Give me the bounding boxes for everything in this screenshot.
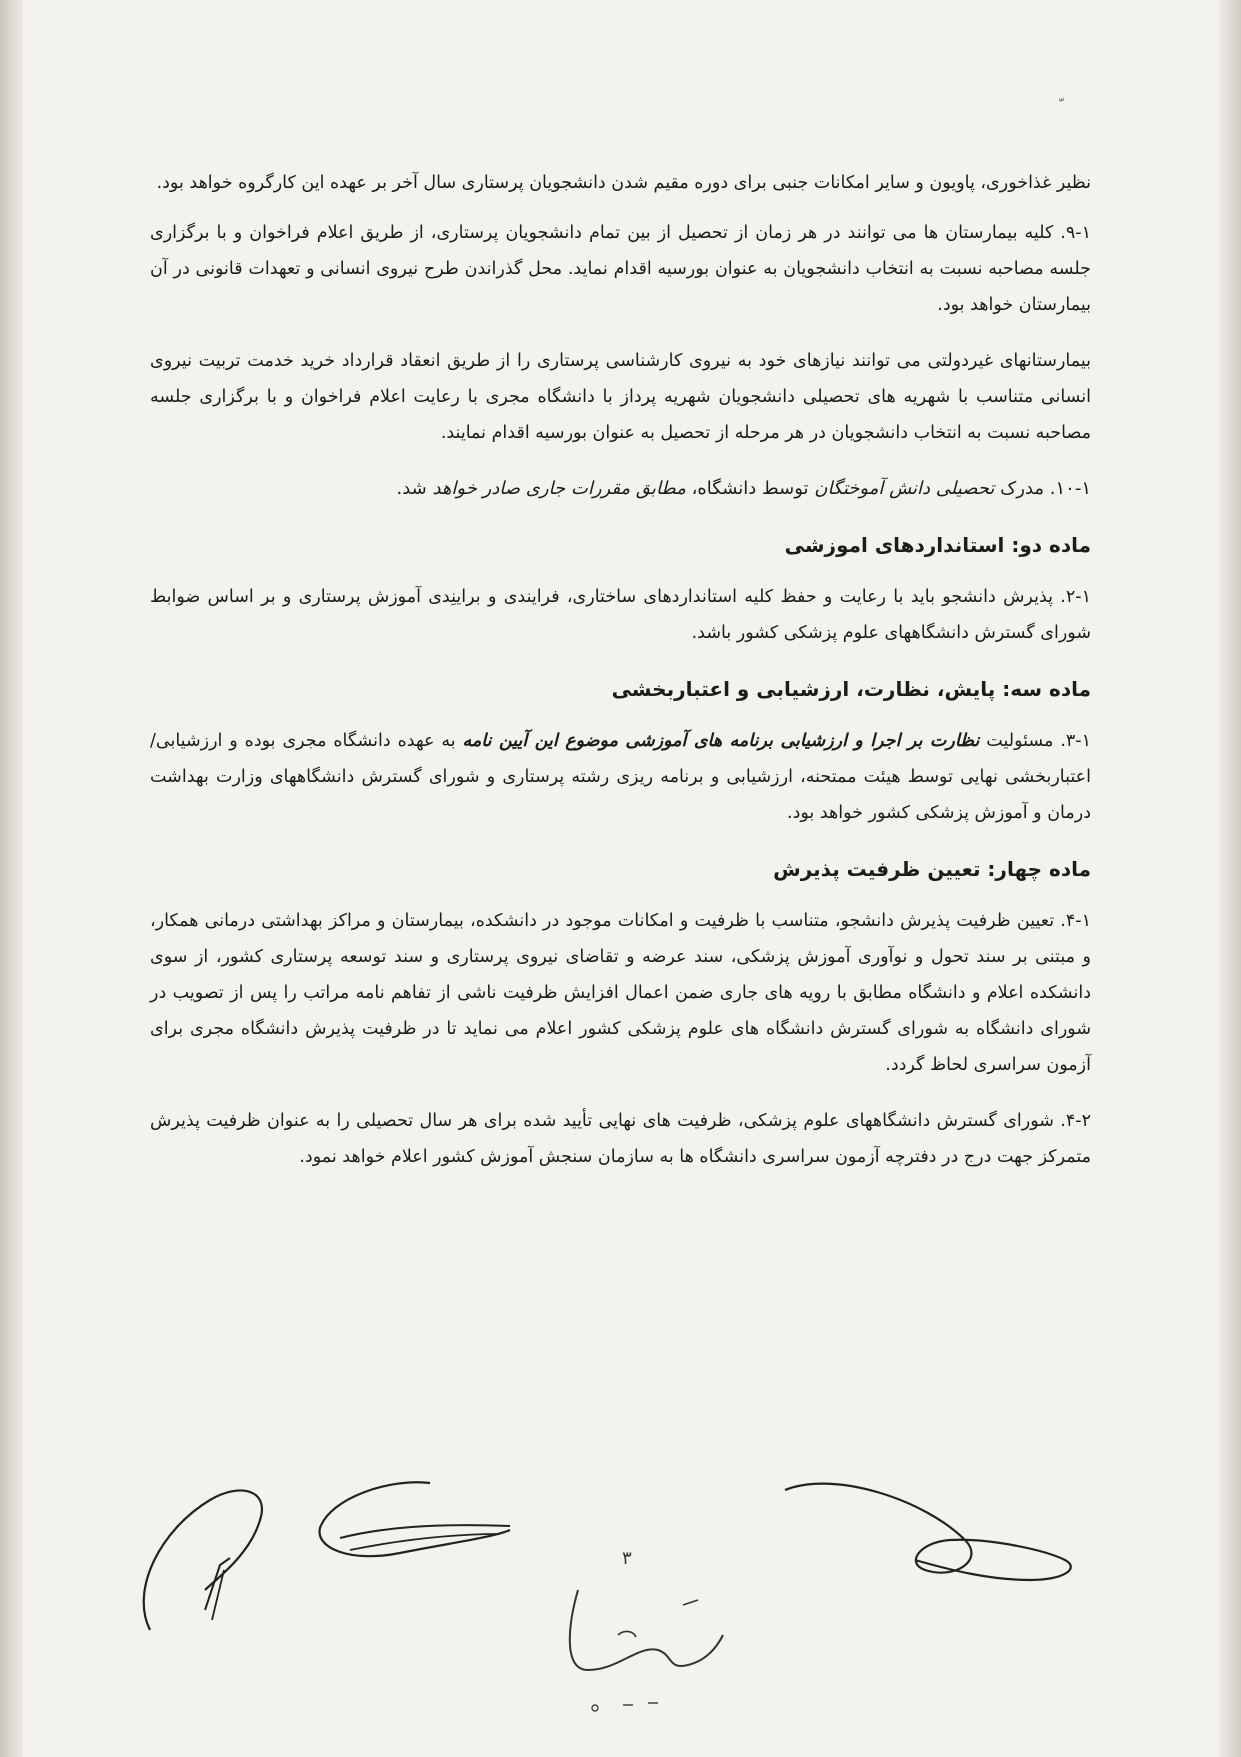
paragraph-diploma	[150, 471, 1091, 507]
page-edge-right	[1219, 0, 1241, 1757]
document-body	[150, 165, 1091, 1195]
signature-3	[548, 1575, 748, 1725]
signature-1	[120, 1470, 310, 1640]
paragraph: نظیر غذاخوری، پاویون و سایر امکانات جنبی برای دوره مقیم شدن دانشجویان پرستاری سال آخر بر عهده این کارگروه خواهد بود.	[156, 173, 1091, 193]
paragraph: ۴-۲. شورای گسترش دانشگاههای علوم پزشکی، ظرفیت های نهایی تأیید شده برای هر سال تحصیلی را به عنوان ظرفیت پذیرش متمرکز جهت درج در دفترچه آزمون سراسری دانشگاه ها به سازمان سنجش آموزش کشور اعلام خواهد نمود.	[150, 1111, 1091, 1167]
text-span: به عهده دانشگاه مجری بوده و ارزشیابی/ اعتباربخشی نهایی توسط هیئت ممتحنه، ارزشیابی و برنامه ریزی رشته پرستاری و شورای گسترش دانشگاههای وزارت بهداشت درمان و آموزش پزشکی کشور خواهد بود.	[150, 731, 1091, 823]
signature-4	[775, 1460, 1095, 1600]
italic-span: مطابق مقررات جاری صادر خواهد	[432, 478, 686, 499]
page-number: ۳	[622, 1548, 632, 1569]
text-span: ۱۰-۱. مدرک	[994, 478, 1091, 499]
section-heading: ماده دو: استانداردهای اموزشی	[784, 533, 1091, 557]
paragraph: ۴-۱. تعیین ظرفیت پذیرش دانشجو، متناسب با ظرفیت و امکانات موجود در دانشکده، بیمارستان و مراکز بهداشتی درمانی همکار، و مبتنی بر سند تحول و نوآوری آموزش پزشکی، سند عرضه و تقاضای نیروی پرستاری و سند توسعه پرستاری کشور، از سوی دانشکده اعلام و دانشگاه مطابق با رویه های جاری ضمن اعمال افزایش ظرفیت ناشی از تفاهم نامه مراتب را پس از تصویب در شورای دانشگاه به شورای گسترش دانشگاه های علوم پزشکی کشور اعلام می نماید تا در ظرفیت پذیرش دانشگاه مجری برای آزمون سراسری لحاظ گردد.	[150, 911, 1091, 1075]
text-span: توسط دانشگاه،	[685, 478, 815, 499]
page-edge-left	[0, 0, 22, 1757]
paragraph: بیمارستانهای غیردولتی می توانند نیازهای خود به نیروی کارشناسی پرستاری را از طریق انعقاد قرارداد خرید خدمت تربیت نیروی انسانی متناسب با شهریه های تحصیلی دانشجویان شهریه پرداز با دانشگاه مجری با رعایت اعلام فراخوان و با برگزاری جلسه مصاحبه نسبت به انتخاب دانشجویان در هر مرحله از تحصیل به عنوان بورسیه اقدام نمایند.	[150, 351, 1091, 443]
italic-span: تحصیلی دانش آموختگان	[814, 478, 995, 499]
section-heading: ماده سه: پایش، نظارت، ارزشیابی و اعتباربخشی	[611, 677, 1091, 701]
signature-2	[310, 1468, 540, 1588]
text-span: شد.	[396, 478, 433, 499]
section-heading: ماده چهار: تعیین ظرفیت پذیرش	[773, 857, 1091, 881]
paragraph: ۲-۱. پذیرش دانشجو باید با رعایت و حفظ کلیه استانداردهای ساختاری، فرایندی و براینِدی آموزش پرستاری و بر اساس ضوابط شورای گسترش دانشگاههای علوم پزشکی کشور باشد.	[150, 587, 1091, 643]
bold-italic-span: نظارت بر اجرا و ارزشیابی برنامه های آموزشی موضوع این آیین نامه	[462, 731, 980, 751]
text-span: ۳-۱. مسئولیت	[979, 731, 1092, 751]
paragraph: ۹-۱. کلیه بیمارستان ها می توانند در هر زمان از تحصیل از بین تمام دانشجویان پرستاری، از طریق اعلام فراخوان و با برگزاری جلسه مصاحبه نسبت به انتخاب دانشجویان به عنوان بورسیه اقدام نماید. محل گذراندن طرح نیروی انسانی و تعهدات قانونی در آن بیمارستان خواهد بود.	[150, 223, 1091, 315]
paragraph-supervision	[150, 723, 1091, 831]
